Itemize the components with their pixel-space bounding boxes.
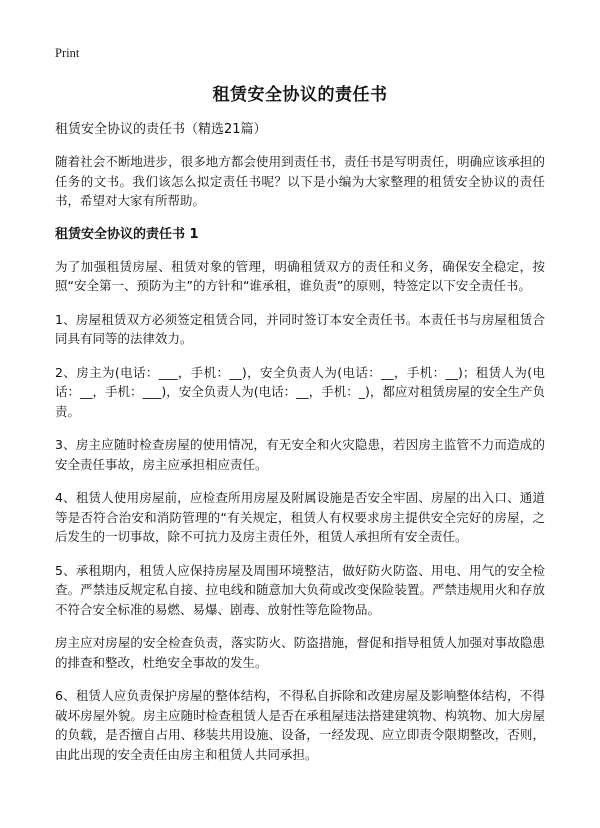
print-link[interactable]: Print [55, 46, 80, 60]
section-heading: 租赁安全协议的责任书 1 [55, 226, 199, 242]
intro-paragraph: 随着社会不断地进步，很多地方都会使用到责任书，责任书是写明责任，明确应该承担的任务的文书。我们该怎么拟定责任书呢？以下是小编为大家整理的租赁安全协议的责任书，希望对大家有所帮助。 [55, 154, 545, 208]
document-body [55, 120, 545, 778]
document-title: 租赁安全协议的责任书 [212, 85, 388, 105]
paragraph-landlord-duty: 房主应对房屋的安全检查负责，落实防火、防盗措施，督促和指导租赁人加强对事故隐患的排查和整改，杜绝安全事故的发生。 [55, 635, 545, 670]
paragraph-clause-6: 6、租赁人应负责保护房屋的整体结构，不得私自拆除和改建房屋及影响整体结构，不得破坏房屋外貌。房主应随时检查租赁人是否在承租屋违法搭建建筑物、构筑物、加大房屋的负载，是否擅自占用、移装共用设施、设备，一经发现、应立即责令限期整改，否则，由此出现的安全责任由房主和租赁人共同承担。 [55, 688, 545, 762]
paragraph-clause-1: 1、房屋租赁双方必须签定租赁合同，并同时签订本安全责任书。本责任书与房屋租赁合同具有同等的法律效力。 [55, 311, 545, 346]
paragraph-purpose: 为了加强租赁房屋、租赁对象的管理，明确租赁双方的责任和义务，确保安全稳定，按照“安全第一、预防为主”的方针和“谁承租，谁负责”的原则，特签定以下安全责任书。 [55, 258, 545, 293]
paragraph-clause-5: 5、承租期内，租赁人应保持房屋及周围环境整洁，做好防火防盗、用电、用气的安全检查。严禁违反规定私自接、拉电线和随意加大负荷或改变保险装置。严禁违规用火和存放不符合安全标准的易燃、易爆、剧毒、放射性等危险物品。 [55, 562, 545, 617]
paragraph-clause-3: 3、房主应随时检查房屋的使用情况，有无安全和火灾隐患，若因房主监管不力而造成的安全责任事故，房主应承担相应责任。 [55, 437, 545, 472]
document-subtitle: 租赁安全协议的责任书（精选21篇） [55, 122, 267, 137]
paragraph-clause-4: 4、租赁人使用房屋前，应检查所用房屋及附属设施是否安全牢固、房屋的出入口、通道等是否符合治安和消防管理的“有关规定，租赁人有权要求房主提供安全完好的房屋，之后发生的一切事故，除不可抗力及房主责任外，租赁人承担所有安全责任。 [55, 490, 545, 544]
paragraph-clause-2: 2、房主为(电话：___，手机：__)，安全负责人为(电话：__，手机：__)；租赁人为(电话：__，手机：___)，安全负责人为(电话：__，手机：_)，都应对租赁房屋的安全生产负责。 [55, 364, 545, 419]
